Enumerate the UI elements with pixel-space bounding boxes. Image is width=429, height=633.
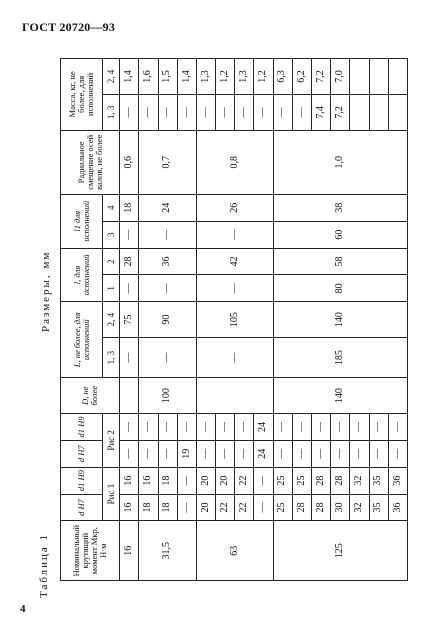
mass-24-cell: 1,4: [120, 59, 139, 95]
d1-h9-ris2-cell: 24: [254, 414, 273, 441]
l-2-cell: 36: [139, 248, 197, 275]
header-l1: l1 для исполнений: [61, 194, 103, 248]
offset-cell: 0,7: [139, 130, 197, 194]
d1-h9-ris2-cell: —: [369, 414, 388, 441]
header-d-h7-b: d H7: [61, 440, 103, 467]
header-d1-h9-a: d1 H9: [61, 467, 103, 494]
d1-h9-cell: 20: [216, 467, 235, 494]
d1-h9-cell: 32: [350, 467, 369, 494]
subheader-l2: 2: [103, 248, 120, 275]
l-1-cell: —: [139, 275, 197, 302]
mass-13-cell: —: [139, 94, 158, 130]
mass-24-cell: 1,2: [254, 59, 273, 95]
L-24-cell: 105: [196, 302, 273, 338]
d1-h9-ris2-cell: —: [350, 414, 369, 441]
d1-h9-cell: 20: [196, 467, 215, 494]
d-h7-cell: 35: [369, 494, 388, 521]
d-h7-ris2-cell: —: [350, 440, 369, 467]
header-d1-h9-b: d1 H9: [61, 414, 103, 441]
L-24-cell: 90: [139, 302, 197, 338]
d-h7-cell: 20: [196, 494, 215, 521]
mass-13-cell: 7,2: [331, 94, 350, 130]
L-13-cell: —: [139, 338, 197, 378]
header-torque: Номинальный крутящий момент Mкр, Н·м: [61, 521, 120, 581]
d1-h9-ris2-cell: —: [235, 414, 254, 441]
d1-h9-cell: 18: [158, 467, 177, 494]
subheader-mass24: 2, 4: [103, 59, 120, 95]
d-h7-ris2-cell: —: [312, 440, 331, 467]
D-cell: [120, 378, 139, 414]
d1-h9-cell: 16: [120, 467, 139, 494]
mass-24-cell: 1,3: [235, 59, 254, 95]
l-1-cell: —: [196, 275, 273, 302]
page-number: 4: [20, 603, 26, 615]
l-1-cell: 80: [273, 275, 407, 302]
rotated-table-container: [60, 58, 408, 581]
mass-13-cell: —: [196, 94, 215, 130]
d1-h9-ris2-cell: —: [388, 414, 407, 441]
subheader-L24: 2, 4: [103, 302, 120, 338]
d-h7-ris2-cell: —: [292, 440, 311, 467]
l-2-cell: 28: [120, 248, 139, 275]
d-h7-ris2-cell: —: [235, 440, 254, 467]
mass-13-cell: —: [273, 94, 292, 130]
d-h7-ris2-cell: —: [158, 440, 177, 467]
header-l: l, для исполнений: [61, 248, 103, 302]
header-mass: Масса, кг, не более, для исполнений: [61, 59, 103, 131]
d-h7-ris2-cell: 24: [254, 440, 273, 467]
subheader-ris2: Рис 2: [103, 414, 120, 468]
dimensions-label: Размеры, мм: [40, 250, 52, 332]
subheader-mass13: 1, 3: [103, 94, 120, 130]
table-row: [120, 59, 139, 581]
subheader-l1-3: 3: [103, 221, 120, 248]
dimensions-table: [60, 58, 408, 581]
d-h7-ris2-cell: —: [120, 440, 139, 467]
l1-3-cell: —: [196, 221, 273, 248]
subheader-l1-4: 4: [103, 194, 120, 221]
torque-cell: 16: [120, 521, 139, 581]
d1-h9-ris2-cell: —: [196, 414, 215, 441]
table-row: [139, 59, 158, 581]
d1-h9-ris2-cell: —: [292, 414, 311, 441]
d-h7-cell: 22: [235, 494, 254, 521]
d1-h9-ris2-cell: —: [331, 414, 350, 441]
d-h7-ris2-cell: —: [369, 440, 388, 467]
mass-13-cell: —: [254, 94, 273, 130]
mass-24-cell: 1,5: [158, 59, 177, 95]
mass-24-cell: 1,6: [139, 59, 158, 95]
mass-24-cell: 1,2: [216, 59, 235, 95]
d1-h9-ris2-cell: —: [312, 414, 331, 441]
d-h7-cell: 25: [273, 494, 292, 521]
D-cell: 140: [273, 378, 407, 414]
d1-h9-cell: 28: [331, 467, 350, 494]
L-13-cell: —: [196, 338, 273, 378]
d-h7-cell: —: [254, 494, 273, 521]
d-h7-cell: 18: [139, 494, 158, 521]
d1-h9-cell: —: [254, 467, 273, 494]
mass-13-cell: [350, 94, 369, 130]
d-h7-ris2-cell: —: [331, 440, 350, 467]
d1-h9-ris2-cell: —: [139, 414, 158, 441]
mass-24-cell: [369, 59, 388, 95]
d1-h9-cell: 22: [235, 467, 254, 494]
d-h7-cell: 32: [350, 494, 369, 521]
d1-h9-ris2-cell: —: [177, 414, 196, 441]
d1-h9-cell: 35: [369, 467, 388, 494]
l1-3-cell: —: [139, 221, 197, 248]
d-h7-ris2-cell: —: [196, 440, 215, 467]
mass-24-cell: 1,3: [196, 59, 215, 95]
mass-13-cell: —: [216, 94, 235, 130]
mass-24-cell: [388, 59, 407, 95]
L-24-cell: 75: [120, 302, 139, 338]
L-13-cell: 185: [273, 338, 407, 378]
l-2-cell: 42: [196, 248, 273, 275]
L-13-cell: —: [120, 338, 139, 378]
l-1-cell: —: [120, 275, 139, 302]
mass-24-cell: 7,2: [312, 59, 331, 95]
d-h7-ris2-cell: —: [273, 440, 292, 467]
document-code: ГОСТ 20720—93: [22, 20, 116, 34]
d1-h9-cell: 25: [273, 467, 292, 494]
mass-13-cell: —: [158, 94, 177, 130]
d-h7-ris2-cell: —: [216, 440, 235, 467]
d1-h9-cell: 36: [388, 467, 407, 494]
d1-h9-ris2-cell: —: [120, 414, 139, 441]
d-h7-ris2-cell: —: [388, 440, 407, 467]
mass-13-cell: —: [292, 94, 311, 130]
d1-h9-ris2-cell: —: [216, 414, 235, 441]
d-h7-cell: 22: [216, 494, 235, 521]
d-h7-cell: 28: [312, 494, 331, 521]
table-row: [196, 59, 215, 581]
header-row: [61, 59, 103, 581]
table-row: [273, 59, 292, 581]
d1-h9-cell: 25: [292, 467, 311, 494]
l1-4-cell: 24: [139, 194, 197, 221]
mass-24-cell: 6,2: [292, 59, 311, 95]
mass-13-cell: —: [177, 94, 196, 130]
D-cell: 100: [139, 378, 197, 414]
torque-cell: 125: [273, 521, 407, 581]
header-d-h7-a: d H7: [61, 494, 103, 521]
d1-h9-ris2-cell: —: [158, 414, 177, 441]
D-cell: [196, 378, 273, 414]
mass-13-cell: —: [235, 94, 254, 130]
torque-cell: 31,5: [139, 521, 197, 581]
d1-h9-ris2-cell: —: [273, 414, 292, 441]
header-L: L, не более, для исполнений: [61, 302, 103, 378]
d-h7-ris2-cell: 19: [177, 440, 196, 467]
d-h7-ris2-cell: —: [139, 440, 158, 467]
subheader-L13: 1, 3: [103, 338, 120, 378]
l1-4-cell: 18: [120, 194, 139, 221]
mass-24-cell: 1,4: [177, 59, 196, 95]
offset-cell: 0,6: [120, 130, 139, 194]
d1-h9-cell: —: [177, 467, 196, 494]
l1-3-cell: 60: [273, 221, 407, 248]
header-offset: Радиальное смещение осей валов, не более: [61, 130, 120, 194]
torque-cell: 63: [196, 521, 273, 581]
L-24-cell: 140: [273, 302, 407, 338]
mass-24-cell: [350, 59, 369, 95]
d-h7-cell: 28: [292, 494, 311, 521]
mass-13-cell: —: [120, 94, 139, 130]
mass-13-cell: 7,4: [312, 94, 331, 130]
mass-24-cell: 6,3: [273, 59, 292, 95]
offset-cell: 1,0: [273, 130, 407, 194]
d-h7-cell: 36: [388, 494, 407, 521]
d-h7-cell: 30: [331, 494, 350, 521]
d-h7-cell: 18: [158, 494, 177, 521]
l1-3-cell: —: [120, 221, 139, 248]
mass-13-cell: [369, 94, 388, 130]
mass-24-cell: 7,0: [331, 59, 350, 95]
offset-cell: 0,8: [196, 130, 273, 194]
l1-4-cell: 26: [196, 194, 273, 221]
l1-4-cell: 38: [273, 194, 407, 221]
subheader-l1: 1: [103, 275, 120, 302]
mass-13-cell: [388, 94, 407, 130]
d1-h9-cell: 16: [139, 467, 158, 494]
subheader-ris1: Рис 1: [103, 467, 120, 521]
table-label: Таблица 1: [38, 532, 50, 598]
l-2-cell: 58: [273, 248, 407, 275]
header-D: D, не более: [61, 378, 120, 414]
d1-h9-cell: 28: [312, 467, 331, 494]
d-h7-cell: —: [177, 494, 196, 521]
d-h7-cell: 16: [120, 494, 139, 521]
